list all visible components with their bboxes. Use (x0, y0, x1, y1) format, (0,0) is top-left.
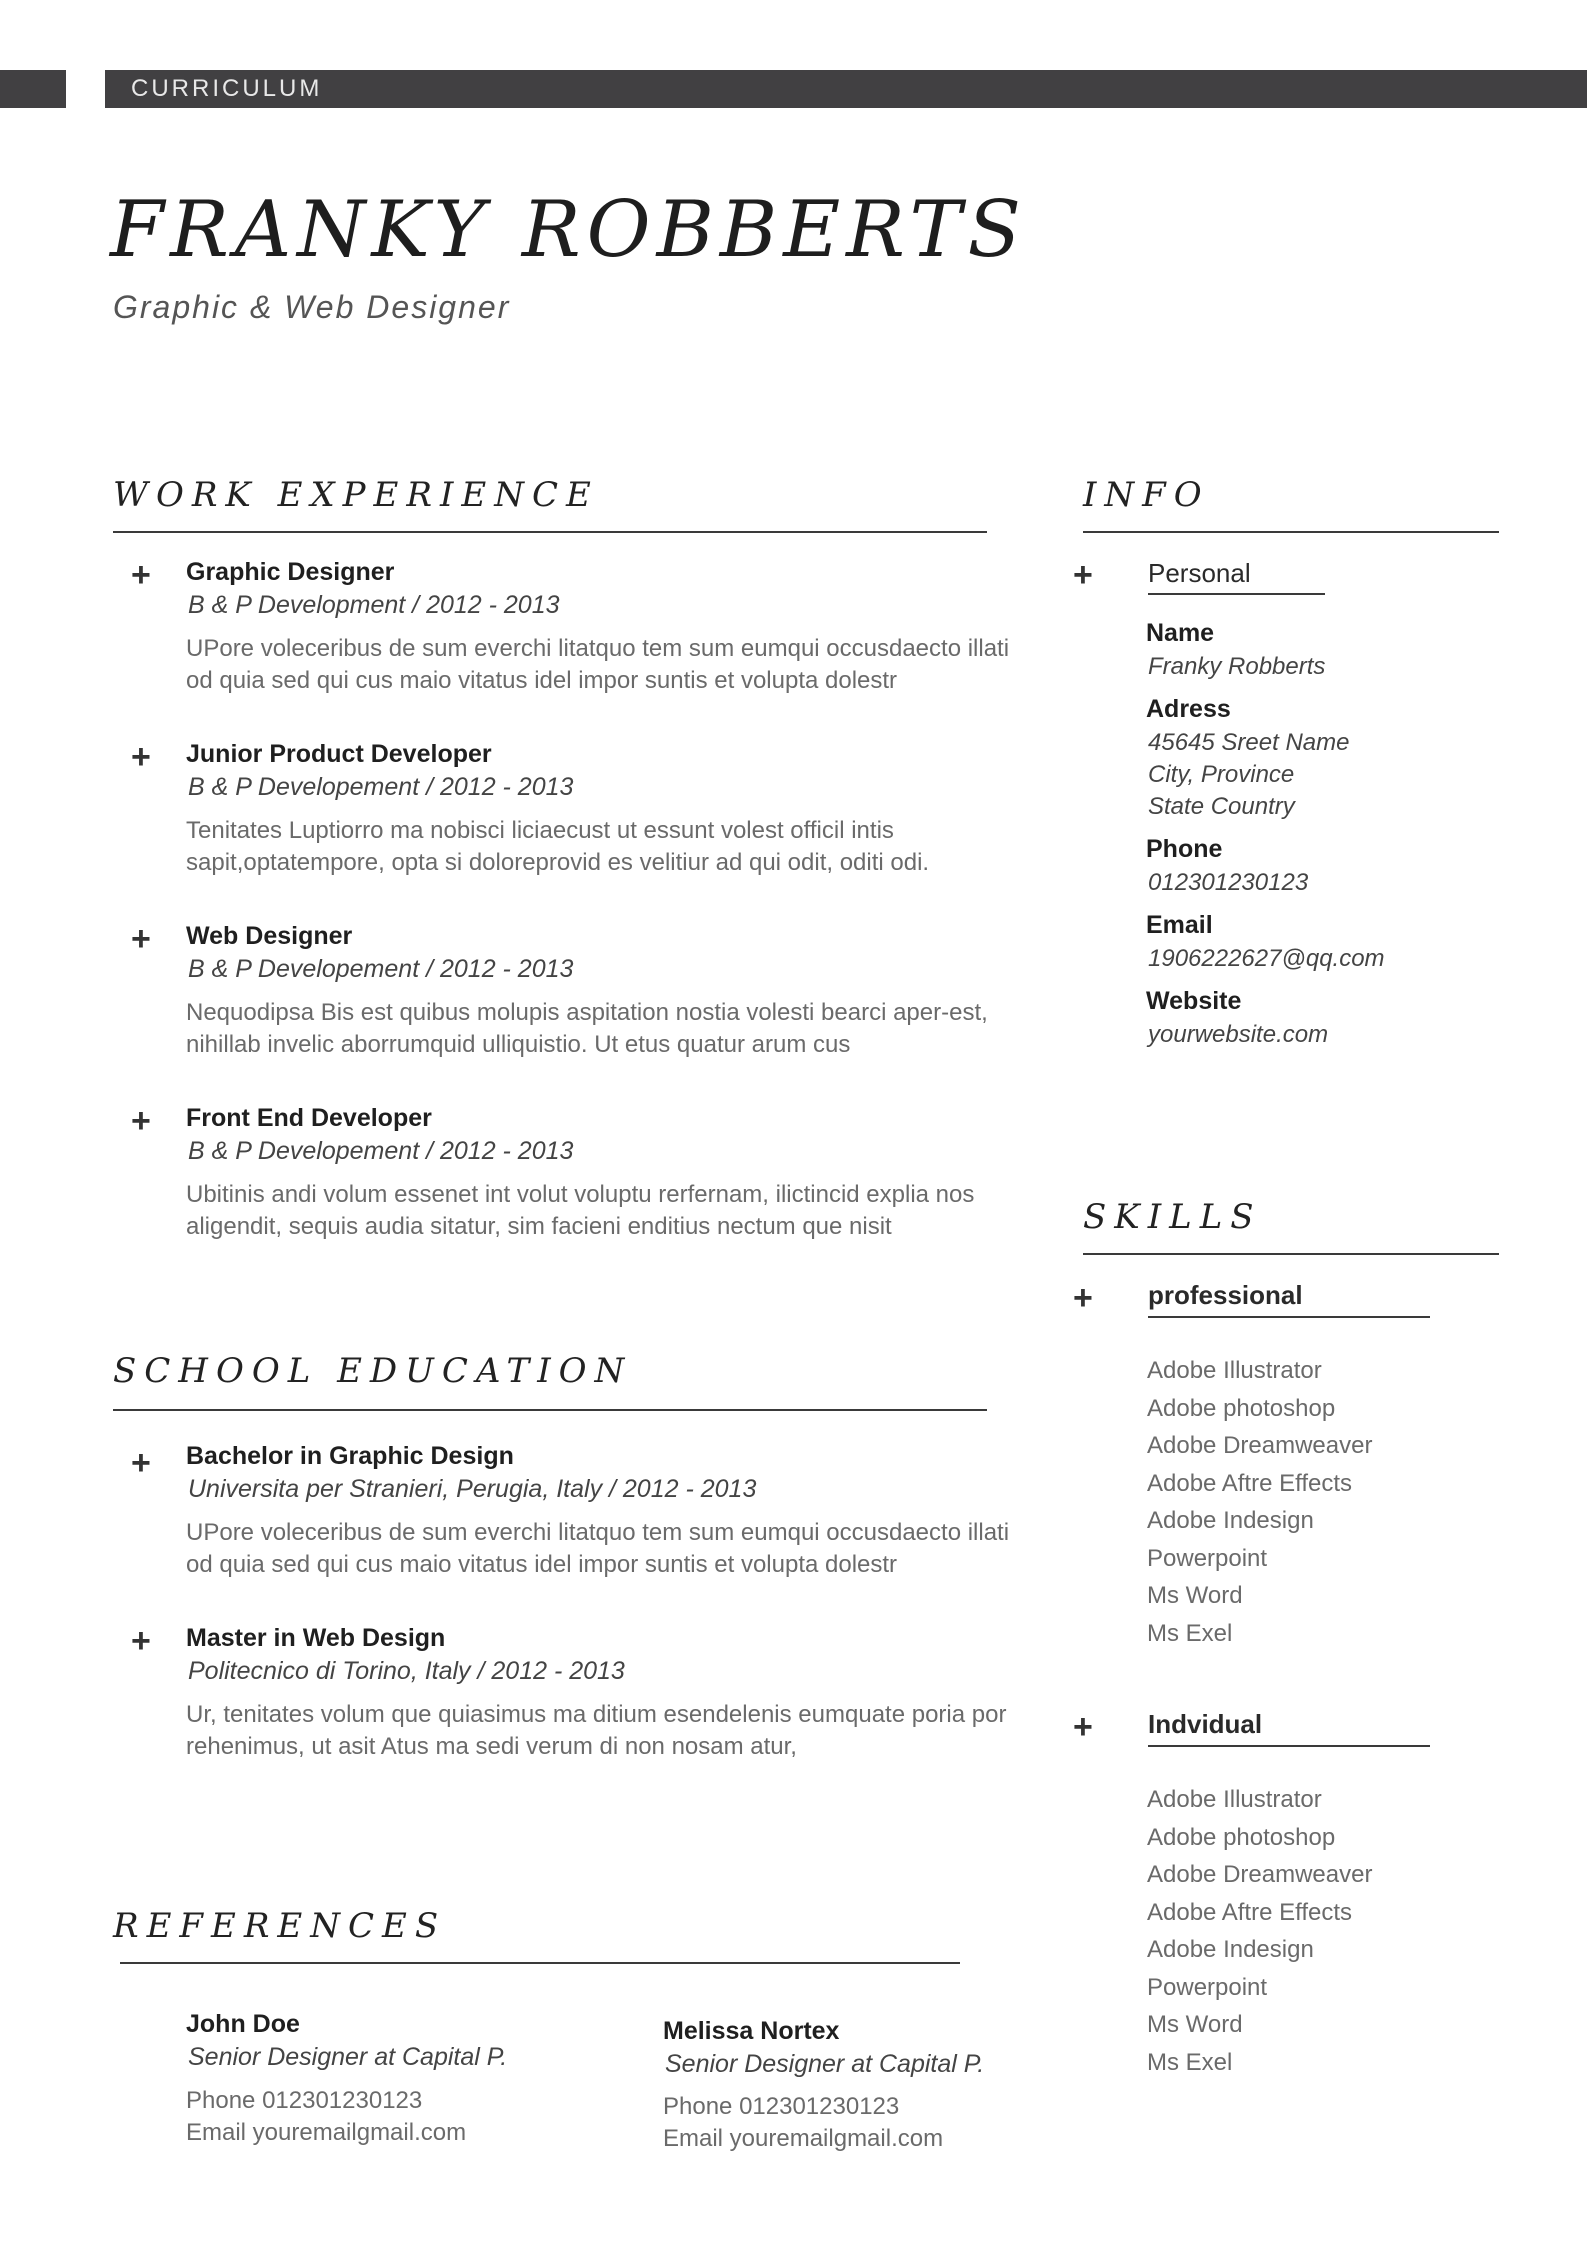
skill-item: Powerpoint (1147, 1544, 1268, 1572)
person-tagline: Graphic & Web Designer (113, 289, 511, 325)
entry-description: Tenitates Luptiorro ma nobisci liciaecust ut essunt volest officil intis sapit,optatempore, opta si doloreprovid es velitiur ad qui odit, oditi odi. (186, 817, 930, 876)
entry-title: Junior Product Developer (186, 740, 492, 768)
reference-phone: Phone 012301230123 (186, 2087, 423, 2114)
skill-item: Adobe Illustrator (1147, 1357, 1322, 1384)
skill-item: Adobe photoshop (1147, 1394, 1336, 1422)
website-label: Website (1146, 987, 1242, 1015)
email-value: 1906222627@qq.com (1148, 945, 1385, 972)
skill-item: Adobe Indesign (1147, 1936, 1314, 1963)
top-bar (105, 70, 1587, 108)
plus-icon: + (1073, 556, 1093, 594)
references-title: REFERENCES (113, 1906, 447, 1946)
curriculum-label: CURRICULUM (131, 75, 323, 102)
reference-name: John Doe (186, 2010, 300, 2038)
entry-title: Graphic Designer (186, 558, 395, 586)
work-experience-title: WORK EXPERIENCE (113, 475, 599, 515)
reference-role: Senior Designer at Capital P. (188, 2043, 508, 2071)
entry-meta: B & P Development / 2012 - 2013 (188, 591, 560, 619)
address-line: State Country (1148, 793, 1295, 820)
plus-icon: + (131, 1102, 151, 1140)
info-subhead-rule (1148, 593, 1325, 595)
address-line: 45645 Sreet Name (1148, 729, 1350, 756)
phone-label: Phone (1146, 835, 1223, 863)
skill-item: Adobe Aftre Effects (1147, 1469, 1353, 1497)
entry-description: Nequodipsa Bis est quibus molupis aspitation nostia volesti bearci aper-est, nihillab invelic aborrumquid ulliquistio. Ut etus quatur arum cus (186, 999, 988, 1058)
reference-name: Melissa Nortex (663, 2017, 840, 2045)
entry-title: Front End Developer (186, 1104, 432, 1132)
skill-item: Adobe photoshop (1147, 1823, 1336, 1851)
skill-item: Adobe Dreamweaver (1147, 1432, 1373, 1459)
reference-email: Email youremailgmail.com (186, 2119, 467, 2146)
skill-item: Ms Word (1147, 2011, 1243, 2038)
entry-description: UPore voleceribus de sum everchi litatquo tem sum eumqui occusdaecto illati od quia sed qui cus maio vitatus idel impor suntis et volupta dolestr (186, 1519, 1010, 1578)
address-label: Adress (1146, 695, 1231, 723)
person-name: FRANKY ROBBERTS (110, 185, 1027, 275)
website-value: yourwebsite.com (1148, 1021, 1329, 1048)
professional-skills-rule (1148, 1316, 1430, 1318)
skill-item: Ms Exel (1147, 1619, 1233, 1647)
plus-icon: + (131, 1622, 151, 1660)
reference-phone: Phone 012301230123 (663, 2093, 900, 2120)
professional-skills-list (1147, 1352, 1372, 1652)
top-bar-accent (0, 70, 66, 108)
plus-icon: + (131, 556, 151, 594)
skill-item: Adobe Dreamweaver (1147, 1861, 1373, 1888)
entry-title: Master in Web Design (186, 1624, 446, 1652)
reference-email: Email youremailgmail.com (663, 2125, 944, 2152)
email-label: Email (1146, 911, 1213, 939)
plus-icon: + (131, 1444, 151, 1482)
skill-item: Adobe Indesign (1147, 1507, 1314, 1534)
entry-meta: B & P Developement / 2012 - 2013 (188, 955, 574, 983)
entry-meta: B & P Developement / 2012 - 2013 (188, 1137, 574, 1165)
plus-icon: + (131, 920, 151, 958)
plus-icon: + (1073, 1708, 1093, 1746)
entry-description: UPore voleceribus de sum everchi litatquo tem sum eumqui occusdaecto illati od quia sed qui cus maio vitatus idel impor suntis et volupta dolestr (186, 635, 1010, 694)
name-label: Name (1146, 619, 1215, 647)
skill-item: Ms Word (1147, 1582, 1243, 1609)
phone-value: 012301230123 (1148, 869, 1309, 896)
individual-skills-list (1147, 1781, 1372, 2081)
entry-meta: B & P Developement / 2012 - 2013 (188, 773, 574, 801)
entry-meta: Universita per Stranieri, Perugia, Italy / 2012 - 2013 (188, 1475, 757, 1503)
work-experience-rule (113, 531, 987, 533)
info-title: INFO (1083, 475, 1210, 515)
info-subhead: Personal (1148, 558, 1251, 588)
individual-skills-head: Indvidual (1148, 1709, 1263, 1739)
entry-description: Ur, tenitates volum que quiasimus ma ditium esendelenis eumquate poria por rehenimus, ut asit Atus ma sedi verum di non nosam atur, (186, 1701, 1007, 1760)
entry-meta: Politecnico di Torino, Italy / 2012 - 2013 (188, 1657, 625, 1685)
plus-icon: + (1073, 1279, 1093, 1317)
skill-item: Adobe Illustrator (1147, 1786, 1322, 1813)
reference-role: Senior Designer at Capital P. (665, 2050, 985, 2078)
skill-item: Powerpoint (1147, 1973, 1268, 2001)
entry-title: Bachelor in Graphic Design (186, 1442, 514, 1470)
entry-description: Ubitinis andi volum essenet int volut voluptu rerfernam, ilictincid explia nos aligendit, sequis audia sitatur, sim facieni enditius nectum que nisit (186, 1181, 975, 1240)
individual-skills-rule (1148, 1745, 1430, 1747)
skill-item: Ms Exel (1147, 2048, 1233, 2076)
education-rule (113, 1409, 987, 1411)
entry-title: Web Designer (186, 922, 353, 950)
education-title: SCHOOL EDUCATION (113, 1351, 633, 1391)
address-line: City, Province (1148, 761, 1295, 788)
skills-rule (1083, 1253, 1499, 1255)
skills-title: SKILLS (1083, 1197, 1262, 1237)
references-rule (120, 1962, 960, 1964)
plus-icon: + (131, 738, 151, 776)
info-rule (1083, 531, 1499, 533)
professional-skills-head: professional (1148, 1280, 1303, 1310)
name-value: Franky Robberts (1148, 653, 1326, 680)
skill-item: Adobe Aftre Effects (1147, 1898, 1353, 1926)
